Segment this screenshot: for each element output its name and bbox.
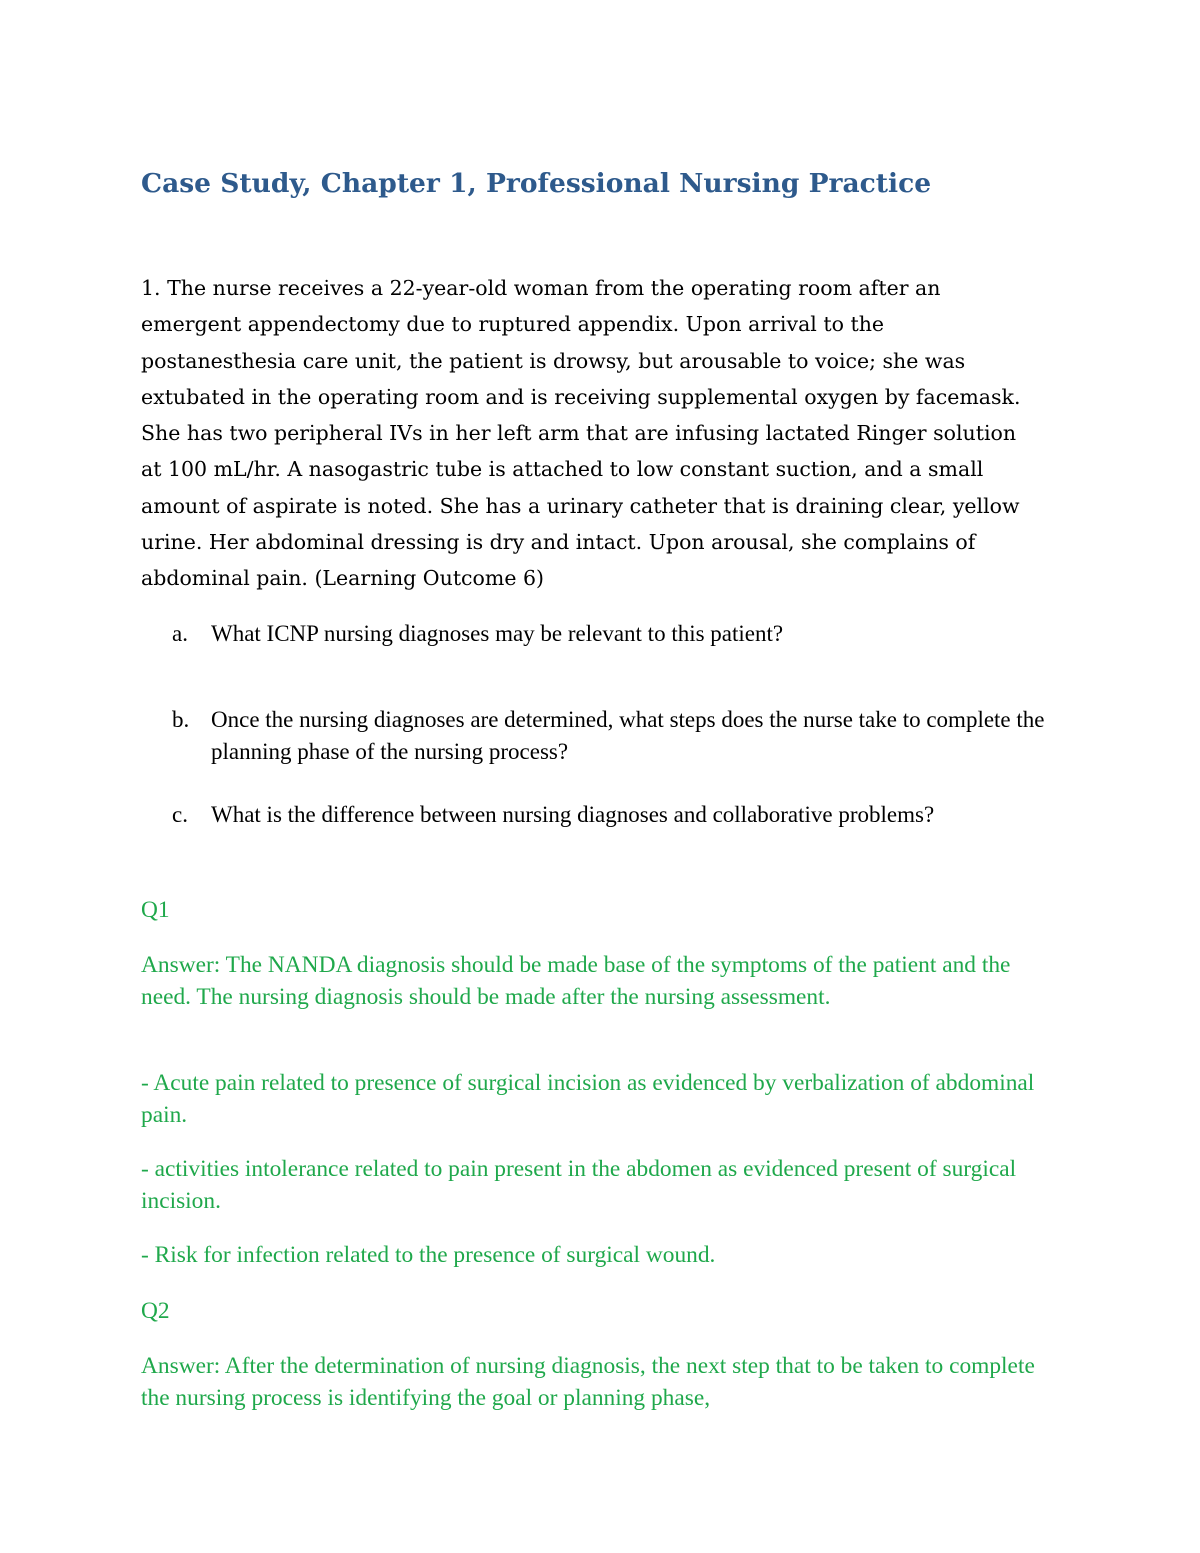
question-letter: a. bbox=[172, 621, 188, 646]
case-description bbox=[141, 270, 1021, 597]
question-text: What ICNP nursing diagnoses may be relevant to this patient? bbox=[211, 621, 784, 646]
q1-answer: Answer: The NANDA diagnosis should be made base of the symptoms of the patient and the need. The nursing diagnosis should be made after the nursing assessment. bbox=[141, 952, 1011, 1010]
q1-item: - Acute pain related to presence of surgical incision as evidenced by verbalization of abdominal pain. bbox=[141, 1070, 1035, 1128]
question-b bbox=[141, 704, 1066, 768]
case-text: The nurse receives a 22-year-old woman from the operating room after an emergent appendectomy due to ruptured appendix. Upon arrival to the postanesthesia care unit, the patient is drowsy, but arousable to voice; she was extubated in the operating room and is receiving supplemental oxygen by facemask. She has two peripheral IVs in her left arm that are infusing lactated Ringer solution at 100 mL/hr. A nasogastric tube is attached to low constant suction, and a small amount of aspirate is noted. She has a urinary catheter that is draining clear, yellow urine. Her abdominal dressing is dry and intact. Upon arousal, she complains of abdominal pain. (Learning Outcome 6) bbox=[141, 276, 1021, 591]
q2-answer: Answer: After the determination of nursing diagnosis, the next step that to be taken to complete the nursing process is identifying the goal or planning phase, bbox=[141, 1353, 1035, 1411]
q1-item: - Risk for infection related to the presence of surgical wound. bbox=[141, 1242, 716, 1268]
question-text: Once the nursing diagnoses are determined, what steps does the nurse take to complete the planning phase of the nursing process? bbox=[211, 707, 1045, 764]
q1-item: - activities intolerance related to pain present in the abdomen as evidenced present of surgical incision. bbox=[141, 1156, 1017, 1214]
case-number: 1. bbox=[141, 276, 161, 300]
q2-label: Q2 bbox=[141, 1298, 170, 1324]
question-letter: b. bbox=[172, 707, 190, 732]
question-text: What is the difference between nursing diagnoses and collaborative problems? bbox=[211, 802, 935, 827]
question-c bbox=[141, 799, 1066, 831]
question-letter: c. bbox=[172, 802, 188, 827]
question-a bbox=[141, 618, 1066, 650]
page-title: Case Study, Chapter 1, Professional Nursing Practice bbox=[141, 168, 932, 199]
q1-label: Q1 bbox=[141, 897, 170, 923]
